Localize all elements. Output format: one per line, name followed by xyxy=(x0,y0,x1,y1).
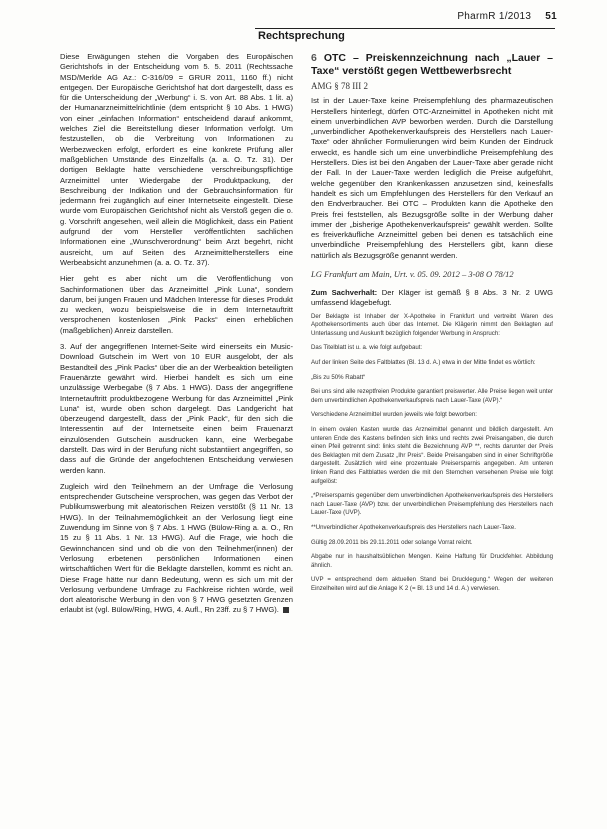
facts-paragraph: Abgabe nur in haushaltsüblichen Mengen. Keine Haftung für Druckfehler. Abbildung ähnlich. xyxy=(311,553,553,569)
page-header xyxy=(457,11,557,22)
paragraph: Hier geht es aber nicht um die Veröffentlichung von Sachinformationen über das Arzneimittel „Pink Luna“, sondern darum, bei jungen Frauen und Mädchen Interesse für dieses Produkt zu wecken, wozu beispielsweise die in dem Internetauftritt versprochenen kostenlosen „Pink Packs“ einen erheblichen (maßgeblichen) Anreiz darstellen. xyxy=(60,274,293,335)
article-title: OTC – Preiskennzeichnung nach „Lauer – Taxe“ verstößt gegen Wettbewerbsrecht xyxy=(311,52,554,77)
facts-heading xyxy=(311,288,553,309)
facts-paragraph: Gültig 28.09.2011 bis 29.11.2011 oder solange Vorrat reicht. xyxy=(311,538,473,546)
facts-paragraph: Verschiedene Arzneimittel wurden jeweils wie folgt beworben: xyxy=(311,411,477,419)
left-column xyxy=(60,52,293,622)
facts-paragraph: Bei uns sind alle rezeptfreien Produkte garantiert preiswerter. Alle Preise liegen weit unter dem unverbindlichen Apothekenverkaufspreis nach Lauer-Taxe (AVP).“ xyxy=(311,388,553,404)
facts-paragraph: Der Beklagte ist Inhaber der X-Apotheke in Frankfurt und vertreibt Waren des Apothekensortiments auch über das Internet. Die Klägerin nimmt den Beklagten auf Unterlassung und Auskunft bezüglich folgender Werbung in Anspruch: xyxy=(311,312,553,337)
facts-label: Zum Sachverhalt: xyxy=(311,288,378,298)
facts-paragraph: „*Preisersparnis gegenüber dem unverbindlichen Apothekenverkaufspreis des Herstellers nach Lauer-Taxe (AVP) bzw. der unverbindlichen Preisempfehlung des Herstellers nach Lauer-Taxe (UVP). xyxy=(311,492,553,517)
headnote: Ist in der Lauer-Taxe keine Preisempfehlung des pharmazeutischen Herstellers hinterlegt, dürfen OTC-Arzneimittel in Apotheken nicht mit einem unverbindlichen AVP beworben werden. Durch die Darstellung „unverbindlicher Apothekenverkaufspreis des Herstellers nach Lauer-Taxe“ oder ähnlicher Formulierungen wird beim Kunden der Eindruck erweckt, es handle sich um eine unverbindliche Preisempfehlung des Herstellers. Dies ist bei den Angaben der Lauer-Taxe aber gerade nicht der Fall. In der Lauer-Taxe werden lediglich die Preise aufgeführt, welche gegenüber den Krankenkassen anzusetzen sind, keinesfalls handelt es sich um Empfehlungen des Herstellers für den Verkauf an den Endverbraucher. Bei OTC – Produkten kann die Apotheke den Preis frei feststellen, als Bezugsgröße sollte in der Werbung daher immer der „bisherige Apothekenverkaufspreis“ gewählt werden. Sollte es freiverkäufliche Arzneimittel geben bei denen es tatsächlich eine unverbindliche Preisempfehlung des Herstellers gibt, kann diese natürlich als Bezugsgröße genannt werden. xyxy=(311,96,553,260)
right-column xyxy=(311,52,553,599)
article-heading xyxy=(311,52,553,77)
statute-reference: AMG § 78 III 2 xyxy=(311,81,368,91)
facts-paragraph: **Unverbindlicher Apothekenverkaufspreis des Herstellers nach Lauer-Taxe. xyxy=(311,523,516,531)
article-number: 6 xyxy=(311,52,317,64)
page-number: 51 xyxy=(545,11,557,22)
facts-paragraph: Auf der linken Seite des Faltblattes (Bl. 13 d. A.) etwa in der Mitte findet es wörtlich: xyxy=(311,359,536,367)
facts-intro: Der Kläger ist gemäß § 8 Abs. 3 Nr. 2 UWG umfassend klagebefugt. xyxy=(311,288,553,308)
end-mark-icon xyxy=(283,607,289,613)
facts-paragraph: In einem ovalen Kasten wurde das Arzneimittel genannt und bildlich dargestellt. Am unteren Ende des Kastens befinden sich links und rechts zwei Preisangaben, die durch einen Pfeil getrennt sind: links steht die Bezeichnung AVP **, rechts darunter der Preis des Beklagten mit dem Zusatz „Ihr Preis“. Beide Preisangaben sind in einer Schriftgröße dargestellt. Zusätzlich wird eine prozentuale Preisersparnis angegeben. Am unteren linken Rand des Faltblattes werden die mit den Sternchen versehenen Preise wie folgt aufgelöst: xyxy=(311,425,553,485)
paragraph xyxy=(60,482,293,616)
facts-paragraph: UVP = entsprechend dem aktuellen Stand bei Drucklegung.“ Wegen der weiteren Einzelheiten wird auf die Anlage K 2 (= Bl. 13 und 14 d. A.) verwiesen. xyxy=(311,576,553,592)
paragraph-text: Zugleich wird den Teilnehmern an der Umfrage die Verlosung entsprechender Gutscheine versprochen, was gegen das Verbot der Publikumswerbung mit aleatorischen Reizen verstößt (§ 11 Nr. 13 HWG). In der Teilnahmemöglichkeit an der Verlosung liegt eine Zuwendung im Sinne von § 7 Abs. 1 HWG (Bülow-Ring a. a. O., Rn 15 zu § 11 Abs. 1 Nr. 13 HWG). Auf die Frage, wie hoch die Gewinnchancen sind und ob die von den Teilnehmer(innen) der Verlosung erbetenen persönlichen Informationen einen wirtschaftlichen Wert für die Beklagte darstellen, kommt es nicht an. Diese Frage hätte nur dann Bedeutung, wenn es sich um mit der Verlosung verbundene Umfrage zu Fachkreise richten würde, weil dort aleatorische Werbung in den von § 7 HWG gesetzten Grenzen erlaubt ist (vgl. Bülow/Ring, HWG, 4. Aufl., Rn 23ff. zu § 7 HWG). xyxy=(60,481,293,615)
facts-paragraph: Das Titelblatt ist u. a. wie folgt aufgebaut: xyxy=(311,344,423,352)
court-citation: LG Frankfurt am Main, Urt. v. 05. 09. 2012 – 3-08 O 78/12 xyxy=(311,269,514,280)
section-title: Rechtsprechung xyxy=(258,30,345,42)
facts-paragraph: „Bis zu 50% Rabatt“ xyxy=(311,373,366,381)
paragraph: 3. Auf der angegriffenen Internet-Seite wird einerseits ein Music-Download Gutschein im Wert von 10 EUR ausgelobt, der als Bestandteil des „Pink Packs“ über die an der Werbeaktion beteiligten Frauenärzte gewährt wird. Hierbei handelt es sich um eine unzulässige Werbegabe (§ 7 Abs. 1 HWG). Dass der angegriffene Internetauftritt produktbezogene Werbung für das Arzneimittel „Pink Luna“ ist, wurde oben schon dargelegt. Das Landgericht hat überzeugend dargestellt, dass der „Pink Pack“, für den sich die Interessentin auf der Internetseite einen beim Frauenarzt einzulösenden Gutschein ausdrucken kann, eine Werbegabe darstellt. Das wird in der Berufung nicht substantiiert angegriffen, so dass auf die Gründe der angefochtenen Entscheidung verwiesen werden kann. xyxy=(60,342,293,475)
journal-name: PharmR 1/2013 xyxy=(457,11,532,22)
paragraph: Diese Erwägungen stehen die Vorgaben des Europäischen Gerichtshofs in der Entscheidung vom 5. 5. 2011 (Rechtssache MSD/Merkle AG Az.: C-316/09 = GRUR 2011, 1160 ff.) nicht entgegen. Der Europäische Gerichtshof hat dort dargestellt, dass es für die Unterscheidung der „Werbung“ i. S. von Art. 88 Abs. 1 lit. a) der Humanarzneimittelrichtlinie (dem entspricht § 10 Abs. 1 HWG) von einer „einfachen Information“ entscheidend darauf ankommt, welches Ziel die Bereitstellung dieser Information verfolgt. Um festzustellen, ob die Verbreitung von Informationen zu Werbezwecken erfolgt, erfordert es eine konkrete Prüfung aller maßgeblichen Umstände des Einzelfalls (a. a. O. Tz. 31). Der dortigen Beklagte hatte verschiedene verschreibungspflichtige Arzneimittel unter Wiedergabe der Produktpackung, der Beschreibung der Indikation und der Gebrauchsinformation für jedermann frei zugänglich auf einer Internetseite eingestellt. Diese wurde vom Europäischen Gerichtshof nicht als Verstoß gegen die o. g. Vorschrift angesehen, weil allein die Möglichkeit, dass ein Patient aufgrund der vom Hersteller veröffentlichten sachlichen Informationen eine „Wunschverordnung“ beim Arzt begehrt, nicht ausreicht, um auf Seiten des Arzneimittelherstellers eine Werbeabsicht anzunehmen (a. a. O. Tz. 37). xyxy=(60,52,293,267)
